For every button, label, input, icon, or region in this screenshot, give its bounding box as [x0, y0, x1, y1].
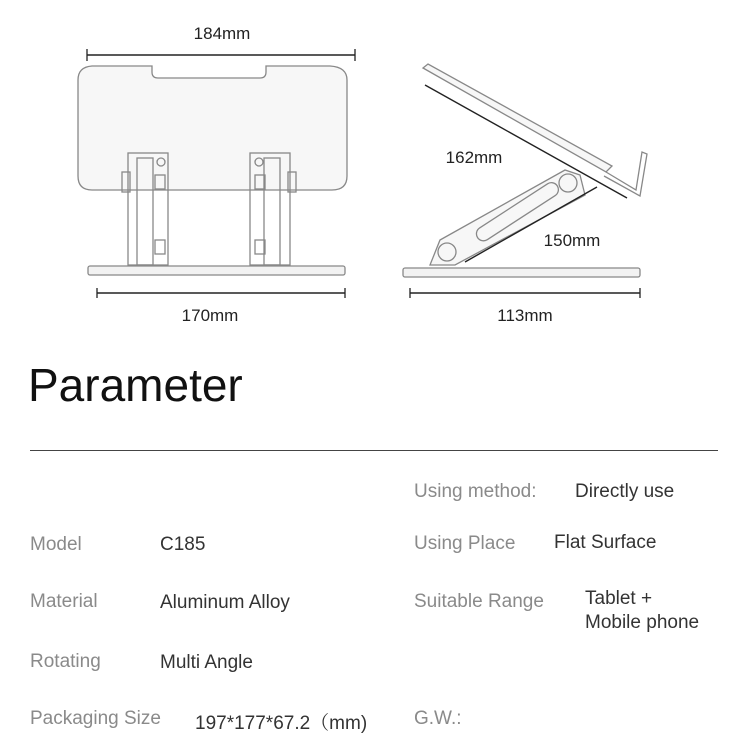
dimension-top-width: 184mm	[193, 24, 251, 43]
param-label-using-method: Using method:	[414, 481, 537, 502]
dimension-base-depth: 113mm	[497, 306, 553, 325]
param-value-using-method: Directly use	[575, 481, 675, 502]
param-value-using-place: Flat Surface	[554, 532, 657, 553]
side-view	[403, 64, 647, 298]
divider	[30, 450, 718, 451]
page-title: Parameter	[28, 359, 243, 411]
param-label-model: Model	[30, 534, 82, 555]
param-label-packaging: Packaging Size	[30, 708, 161, 729]
param-label-suitable-range: Suitable Range	[414, 591, 544, 612]
param-value-packaging: 197*177*67.2（mm)	[195, 713, 368, 734]
param-label-rotating: Rotating	[30, 651, 101, 672]
front-view	[78, 49, 355, 298]
param-value-suitable-range-2: Mobile phone	[585, 612, 700, 633]
param-label-gw: G.W.:	[414, 708, 462, 729]
param-value-material: Aluminum Alloy	[160, 592, 290, 613]
param-label-using-place: Using Place	[414, 533, 516, 554]
param-label-material: Material	[30, 591, 98, 612]
dimension-base-width: 170mm	[181, 306, 239, 325]
dimension-arm-length: 150mm	[543, 231, 601, 250]
param-value-model: C185	[160, 534, 206, 555]
product-dimension-drawing	[0, 0, 750, 340]
param-value-suitable-range: Tablet +	[585, 588, 653, 609]
param-value-rotating: Multi Angle	[160, 652, 253, 673]
dimension-plate-length: 162mm	[445, 148, 503, 167]
